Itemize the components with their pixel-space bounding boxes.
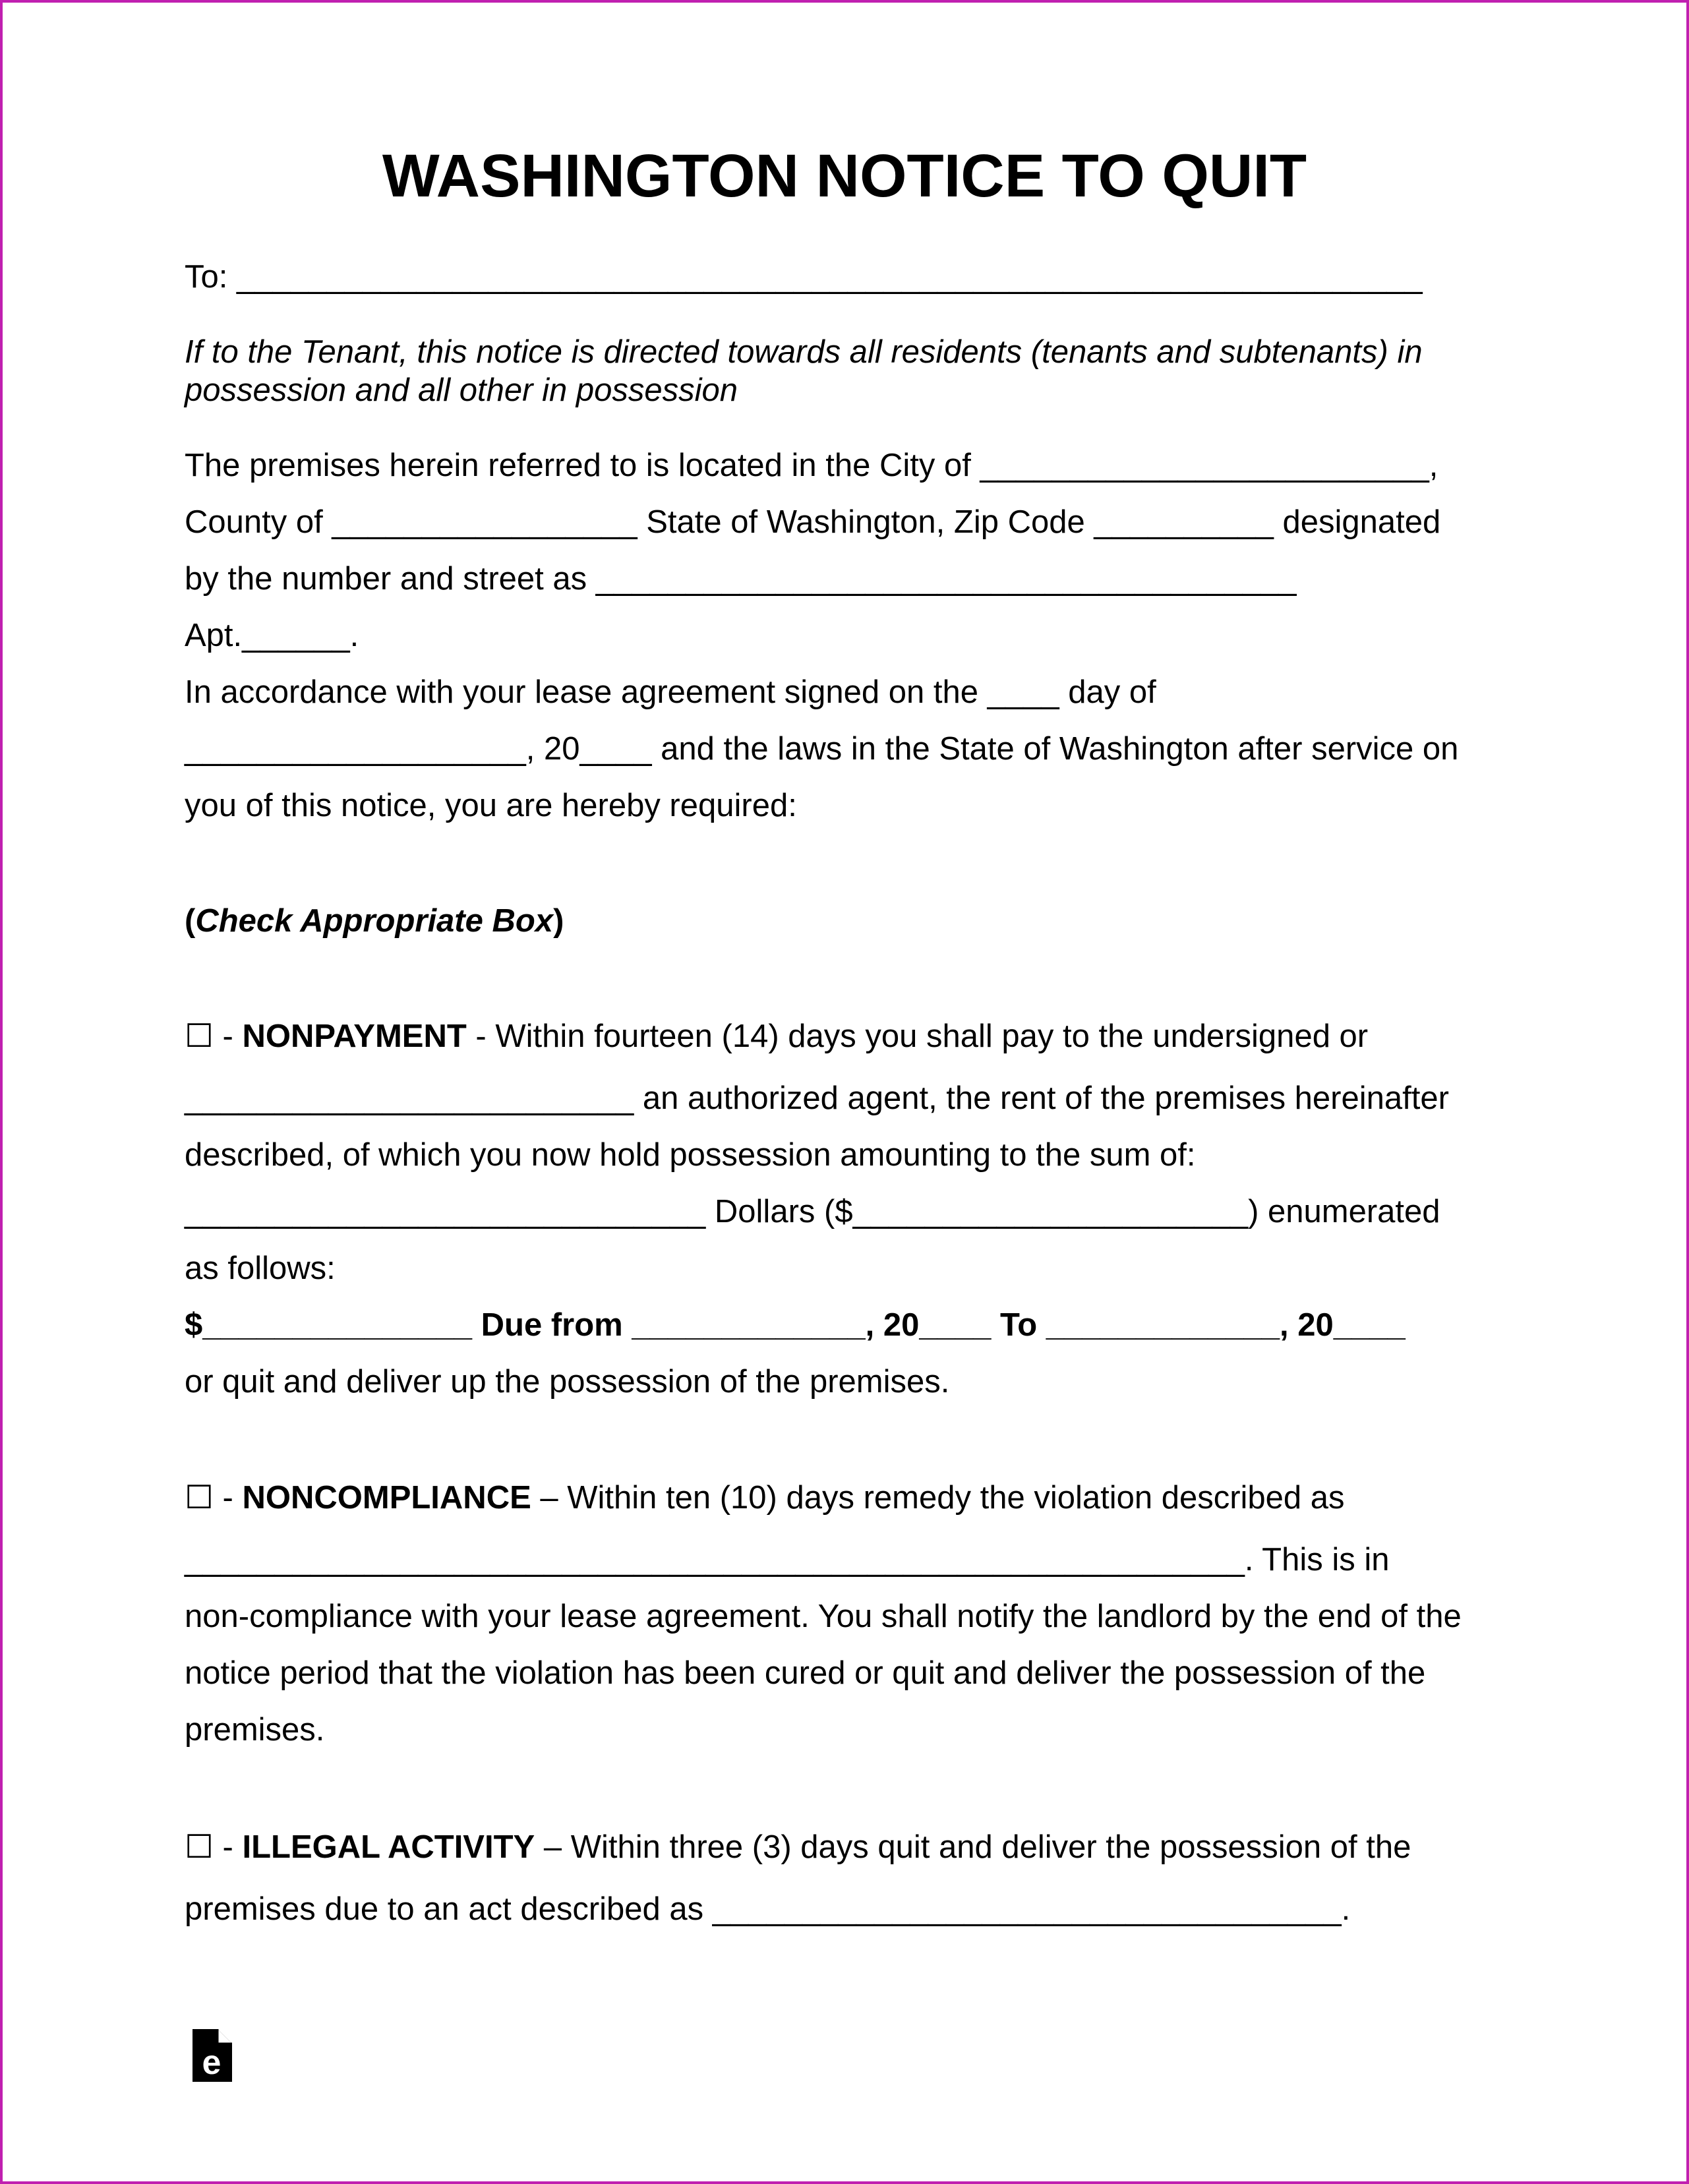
nonpayment-line-agent: _________________________ an authorized agent, the rent of the premises hereinafter bbox=[185, 1080, 1449, 1116]
noncompliance-line-lease: non-compliance with your lease agreement. You shall notify the landlord by the end of the bbox=[185, 1599, 1462, 1634]
illegal-activity-rest: – Within three (3) days quit and deliver the possession of the bbox=[535, 1829, 1411, 1865]
premises-line-street: by the number and street as _______________________________________ bbox=[185, 561, 1297, 597]
nonpayment-closing: or quit and deliver up the possession of the premises. bbox=[185, 1364, 950, 1400]
illegal-activity-heading-line bbox=[185, 1827, 1411, 1867]
noncompliance-line-notice: notice period that the violation has been cured or quit and deliver the possession of the bbox=[185, 1655, 1426, 1691]
noncompliance-heading-line bbox=[185, 1478, 1345, 1518]
noncompliance-line-violation: ___________________________________________________________. This is in bbox=[185, 1542, 1390, 1578]
noncompliance-prefix: - bbox=[213, 1480, 243, 1516]
nonpayment-line-follows: as follows: bbox=[185, 1251, 336, 1286]
nonpayment-line-described: described, of which you now hold possession amounting to the sum of: bbox=[185, 1137, 1196, 1173]
check-instruction-close: ) bbox=[553, 903, 564, 939]
nonpayment-rest: - Within fourteen (14) days you shall pay to the undersigned or bbox=[466, 1018, 1369, 1054]
nonpayment-checkbox[interactable]: ☐ bbox=[185, 1018, 214, 1054]
noncompliance-line-premises: premises. bbox=[185, 1712, 325, 1748]
lease-line-required: you of this notice, you are hereby required: bbox=[185, 788, 797, 823]
illegal-activity-prefix: - bbox=[213, 1829, 243, 1865]
premises-line-apt: Apt.______. bbox=[185, 618, 359, 653]
noncompliance-heading: NONCOMPLIANCE bbox=[242, 1480, 531, 1516]
nonpayment-heading: NONPAYMENT bbox=[242, 1018, 467, 1054]
check-instruction-open: ( bbox=[185, 903, 196, 939]
nonpayment-due-line: $_______________ Due from _____________, 20____ To _____________, 20____ bbox=[185, 1307, 1406, 1343]
eforms-logo-letter: e bbox=[202, 2044, 222, 2082]
nonpayment-heading-line bbox=[185, 1017, 1368, 1056]
page-title: WASHINGTON NOTICE TO QUIT bbox=[382, 142, 1307, 210]
premises-line-county: County of _________________ State of Washington, Zip Code __________ designated bbox=[185, 504, 1441, 540]
check-instruction-text: Check Appropriate Box bbox=[195, 903, 554, 939]
noncompliance-checkbox[interactable]: ☐ bbox=[185, 1480, 214, 1516]
check-instruction bbox=[185, 901, 564, 941]
illegal-activity-line-act: premises due to an act described as ___________________________________. bbox=[185, 1891, 1351, 1927]
eforms-logo-icon bbox=[191, 2028, 233, 2083]
to-field-line: To: __________________________________________________________________ bbox=[185, 259, 1423, 295]
noncompliance-rest: – Within ten (10) days remedy the violation described as bbox=[531, 1480, 1345, 1516]
nonpayment-prefix: - bbox=[213, 1018, 243, 1054]
lease-line-day: In accordance with your lease agreement signed on the ____ day of bbox=[185, 674, 1156, 710]
illegal-activity-heading: ILLEGAL ACTIVITY bbox=[242, 1829, 535, 1865]
illegal-activity-checkbox[interactable]: ☐ bbox=[185, 1829, 214, 1865]
premises-line-city: The premises herein referred to is located in the City of _________________________, bbox=[185, 448, 1438, 483]
eforms-logo-graphic bbox=[191, 2028, 233, 2083]
tenant-note-line-2: possession and all other in possession bbox=[185, 372, 738, 408]
tenant-note-line-1: If to the Tenant, this notice is directed towards all residents (tenants and subtenants) in bbox=[185, 334, 1423, 370]
lease-line-year: ___________________, 20____ and the laws in the State of Washington after service on bbox=[185, 731, 1459, 767]
nonpayment-line-dollars: _____________________________ Dollars ($______________________) enumerated bbox=[185, 1194, 1440, 1229]
